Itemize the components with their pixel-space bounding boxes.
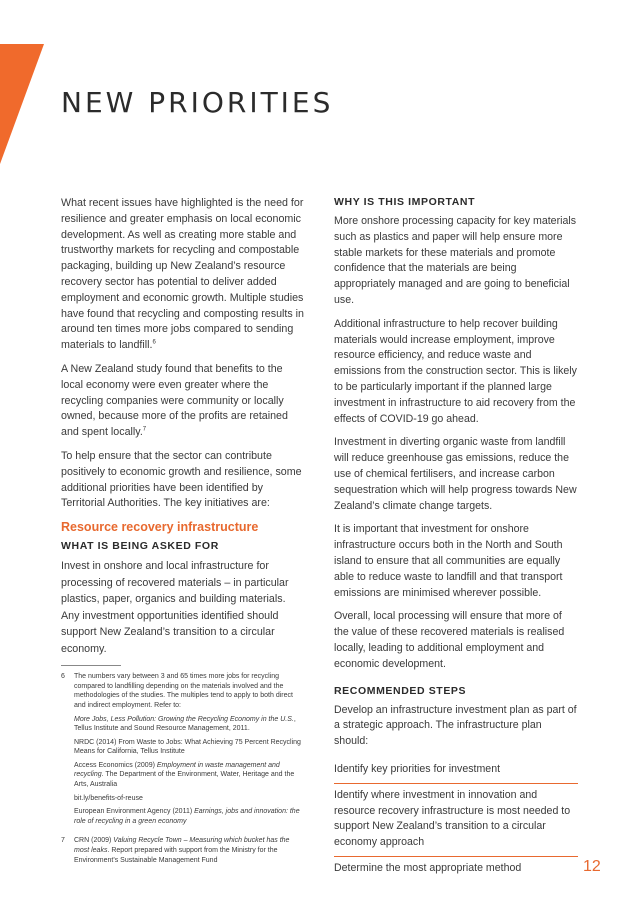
asked-heading: WHAT IS BEING ASKED FOR bbox=[61, 540, 219, 553]
why-paragraph-4: It is important that investment for onshore infrastructure occurs both in the North and South island to ensure that all communities are equally able to reduce waste to landfill and that transport emissions are minimised wherever possible. bbox=[334, 523, 563, 599]
why-heading: WHY IS THIS IMPORTANT bbox=[334, 196, 476, 208]
step-item: Determine the most appropriate method bbox=[334, 861, 522, 874]
right-column bbox=[334, 196, 578, 882]
why-paragraph-3: Investment in diverting organic waste from landfill will reduce greenhouse gas emissions, reduce the use of chemical fertilisers, and increase carbon sequestration which will help progress towards New Zealand’s climate change targets. bbox=[334, 436, 577, 512]
step-item: Identify key priorities for investment bbox=[334, 758, 578, 784]
why-paragraph-2: Additional infrastructure to help recover building materials would increase employment, improve resource efficiency, and reduce waste and emissions from the construction sector. This is likely to be particularly important if the planned large investment in infrastructure to aid recovery from the effects of COVID-19 go ahead. bbox=[334, 317, 577, 425]
why-paragraph-1: More onshore processing capacity for key materials such as plastics and paper will help ensure more stable markets for these materials and promote confidence that the materials are being appropriately managed and are going to beneficial use. bbox=[334, 215, 576, 306]
footnote-ref-6[interactable]: 6 bbox=[152, 339, 156, 346]
footnote-7: 7 CRN (2009) Valuing Recycle Town – Measuring which bucket has the most leaks. Report prepared with support from the Ministry for the Environment’s Sustainable Management Fund bbox=[61, 837, 290, 864]
footnote-6-ref-4-link[interactable]: bit.ly/benefits-of-reuse bbox=[74, 794, 143, 802]
priorities-paragraph: To help ensure that the sector can contribute positively to economic growth and resilience, some additional priorities have been identified by Territorial Authorities. The key initiatives are: bbox=[61, 449, 302, 510]
footnote-6-ref-2: NRDC (2014) From Waste to Jobs: What Achieving 75 Percent Recycling Means for California, Tellus Institute bbox=[74, 738, 301, 756]
intro-paragraph: What recent issues have highlighted is the need for resilience and greater emphasis on local economic development. As well as creating more stable and trustworthy markets for recycling and compostable packaging, building up New Zealand’s resource recovery sector has potential to deliver added employment and economic growth. Multiple studies have found that recycling and composting results in around ten times more jobs compared to sending materials to landfill.$^6$ bbox=[61, 197, 304, 352]
footnote-6-ref-5: European Environment Agency (2011) Earnings, jobs and innovation: the role of recycling in a green economy bbox=[74, 808, 300, 825]
footnote-6: 6 The numbers vary between 3 and 65 times more jobs for recycling compared to landfilling depending on the materials involved and the methodologies of the studies. The multiples tend to apply to both direct and indirect employment. Refer to: bbox=[61, 673, 293, 709]
footnote-ref-7[interactable]: 7 bbox=[142, 426, 147, 433]
why-paragraph-5: Overall, local processing will ensure that more of the value of these recovered materials is realised locally, leading to additional employment and economic development. bbox=[334, 610, 565, 670]
footnote-6-ref-1: More Jobs, Less Pollution: Growing the Recycling Economy in the U.S., Tellus Institute and Sound Resource Management, 2011. bbox=[74, 715, 296, 733]
page-title: NEW PRIORITIES bbox=[61, 86, 334, 119]
study-paragraph: A New Zealand study found that benefits to the local economy were even greater where the recycling companies were community or locally owned, because more of the profits are retained and spent locally.$^7$ bbox=[61, 362, 288, 439]
asked-text: Invest in onshore and local infrastructure for processing of recovered materials – in particular plastics, paper, organics and building materials. Any investment opportunities identified should support New Zealand’s transition to a circular economy. bbox=[61, 560, 289, 655]
section-heading: Resource recovery infrastructure bbox=[61, 520, 259, 535]
page-number: 12 bbox=[583, 858, 601, 875]
left-column bbox=[61, 196, 305, 869]
footnote-divider bbox=[61, 665, 121, 666]
steps-intro: Develop an infrastructure investment plan as part of a strategic approach. The infrastructure plan should: bbox=[334, 703, 577, 748]
orange-corner-accent bbox=[0, 44, 44, 164]
step-item: Identify where investment in innovation and resource recovery infrastructure is most needed to support New Zealand’s transition to a circular economy approach bbox=[334, 784, 578, 857]
footnote-6-ref-3: Access Economics (2009) Employment in waste management and recycling. The Department of the Environment, Water, Heritage and the Arts, Australia bbox=[74, 761, 295, 789]
steps-heading: RECOMMENDED STEPS bbox=[334, 684, 467, 697]
